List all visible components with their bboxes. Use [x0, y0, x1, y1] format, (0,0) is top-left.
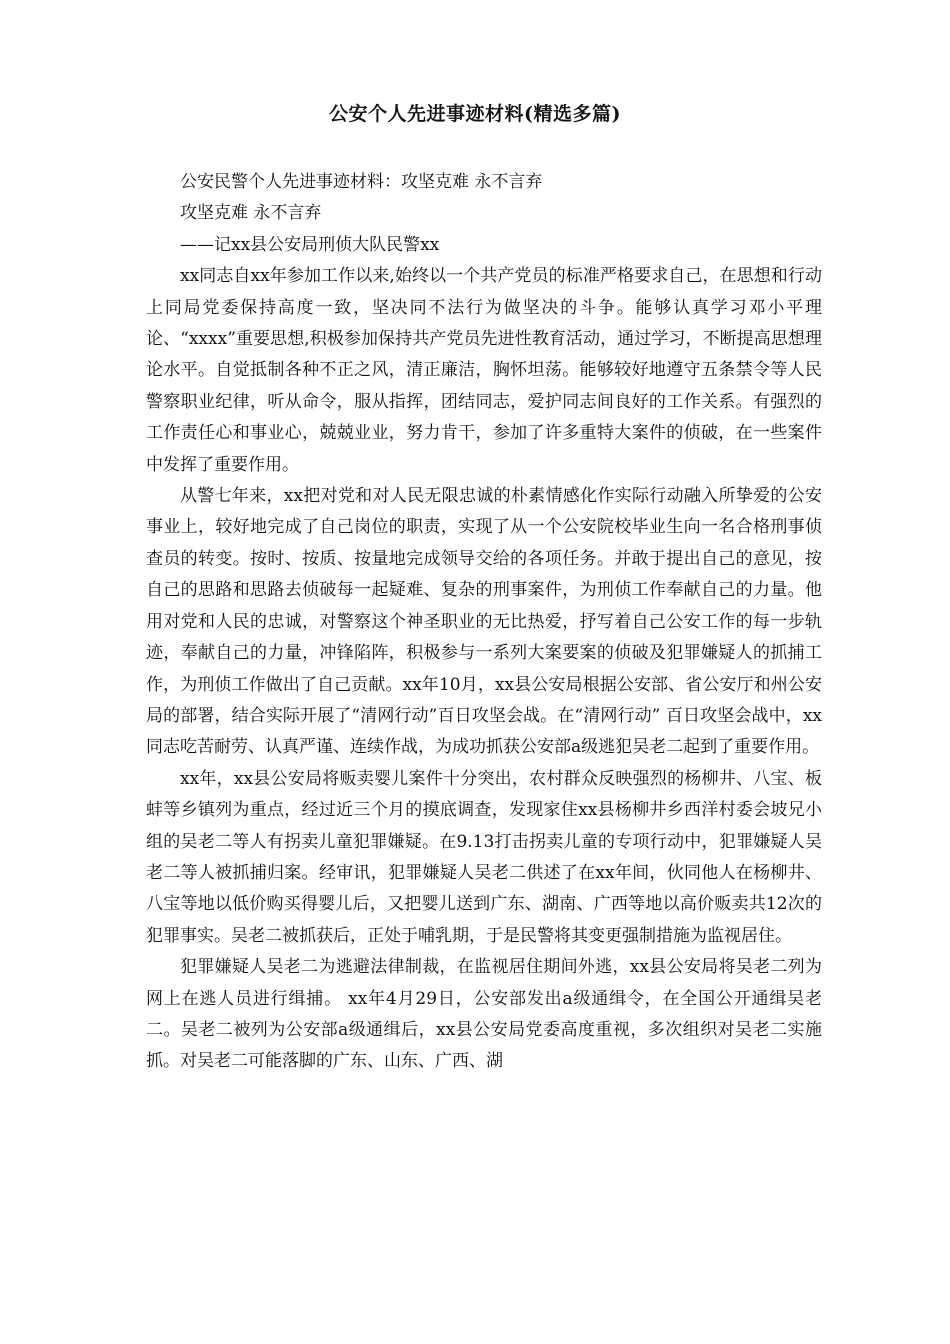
body-paragraph: xx年，xx县公安局将贩卖婴儿案件十分突出，农村群众反映强烈的杨柳井、八宝、板蚌等乡镇列为重点，经过近三个月的摸底调查，发现家住xx县杨柳井乡西洋村委会坡兄小组的吴老二等人有拐卖儿童犯罪嫌疑。在9.13打击拐卖儿童的专项行动中，犯罪嫌疑人吴老二等人被抓捕归案。经审讯，犯罪嫌疑人吴老二供述了在xx年间，伙同他人在杨柳井、八宝等地以低价购买得婴儿后，又把婴儿送到广东、湖南、广西等地以高价贩卖共12次的犯罪事实。吴老二被抓获后，正处于哺乳期，于是民警将其变更强制措施为监视居住。: [146, 768, 822, 946]
subtitle-line: 公安民警个人先进事迹材料：攻坚克难 永不言弃: [180, 172, 543, 192]
byline: ——记xx县公安局刑侦大队民警xx: [180, 234, 440, 255]
body-paragraph: xx同志自xx年参加工作以来,始终以一个共产党员的标准严格要求自己，在思想和行动上同局党委保持高度一致，坚决同不法行为做坚决的斗争。能够认真学习邓小平理论、“xxxx”重要思想,积极参加保持共产党员先进性教育活动，通过学习，不断提高思想理论水平。自觉抵制各种不正之风，清正廉洁，胸怀坦荡。能够较好地遵守五条禁令等人民警察职业纪律，听从命令，服从指挥，团结同志，爱护同志间良好的工作关系。有强烈的工作责任心和事业心，兢兢业业，努力肯干，参加了许多重特大案件的侦破，在一些案件中发挥了重要作用。: [146, 266, 822, 475]
subtitle-line: 攻坚克难 永不言弃: [180, 203, 322, 224]
body-paragraph: 从警七年来，xx把对党和对人民无限忠诚的朴素情感化作实际行动融入所挚爱的公安事业上，较好地完成了自己岗位的职责，实现了从一个公安院校毕业生向一名合格刑事侦查员的转变。按时、按质、按量地完成领导交给的各项任务。并敢于提出自己的意见，按自己的思路和思路去侦破每一起疑难、复杂的刑事案件，为刑侦工作奉献自己的力量。他用对党和人民的忠诚，对警察这个神圣职业的无比热爱，抒写着自己公安工作的每一步轨迹，奉献自己的力量，冲锋陷阵，积极参与一系列大案要案的侦破及犯罪嫌疑人的抓捕工作，为刑侦工作做出了自己贡献。xx年10月，xx县公安局根据公安部、省公安厅和州公安局的部署，结合实际开展了“清网行动”百日攻坚会战。在“清网行动” 百日攻坚会战中，xx同志吃苦耐劳、认真严谨、连续作战，为成功抓获公安部a级逃犯吴老二起到了重要作用。: [146, 486, 822, 758]
document-body: [146, 167, 822, 1078]
document-title: 公安个人先进事迹材料(精选多篇): [329, 103, 621, 125]
body-paragraph: 犯罪嫌疑人吴老二为逃避法律制裁，在监视居住期间外逃，xx县公安局将吴老二列为网上在逃人员进行缉捕。 xx年4月29日，公安部发出a级通缉令，在全国公开通缉吴老二。吴老二被列为公安部a级通缉后，xx县公安局党委高度重视，多次组织对吴老二实施抓。对吴老二可能落脚的广东、山东、广西、湖: [146, 957, 822, 1072]
